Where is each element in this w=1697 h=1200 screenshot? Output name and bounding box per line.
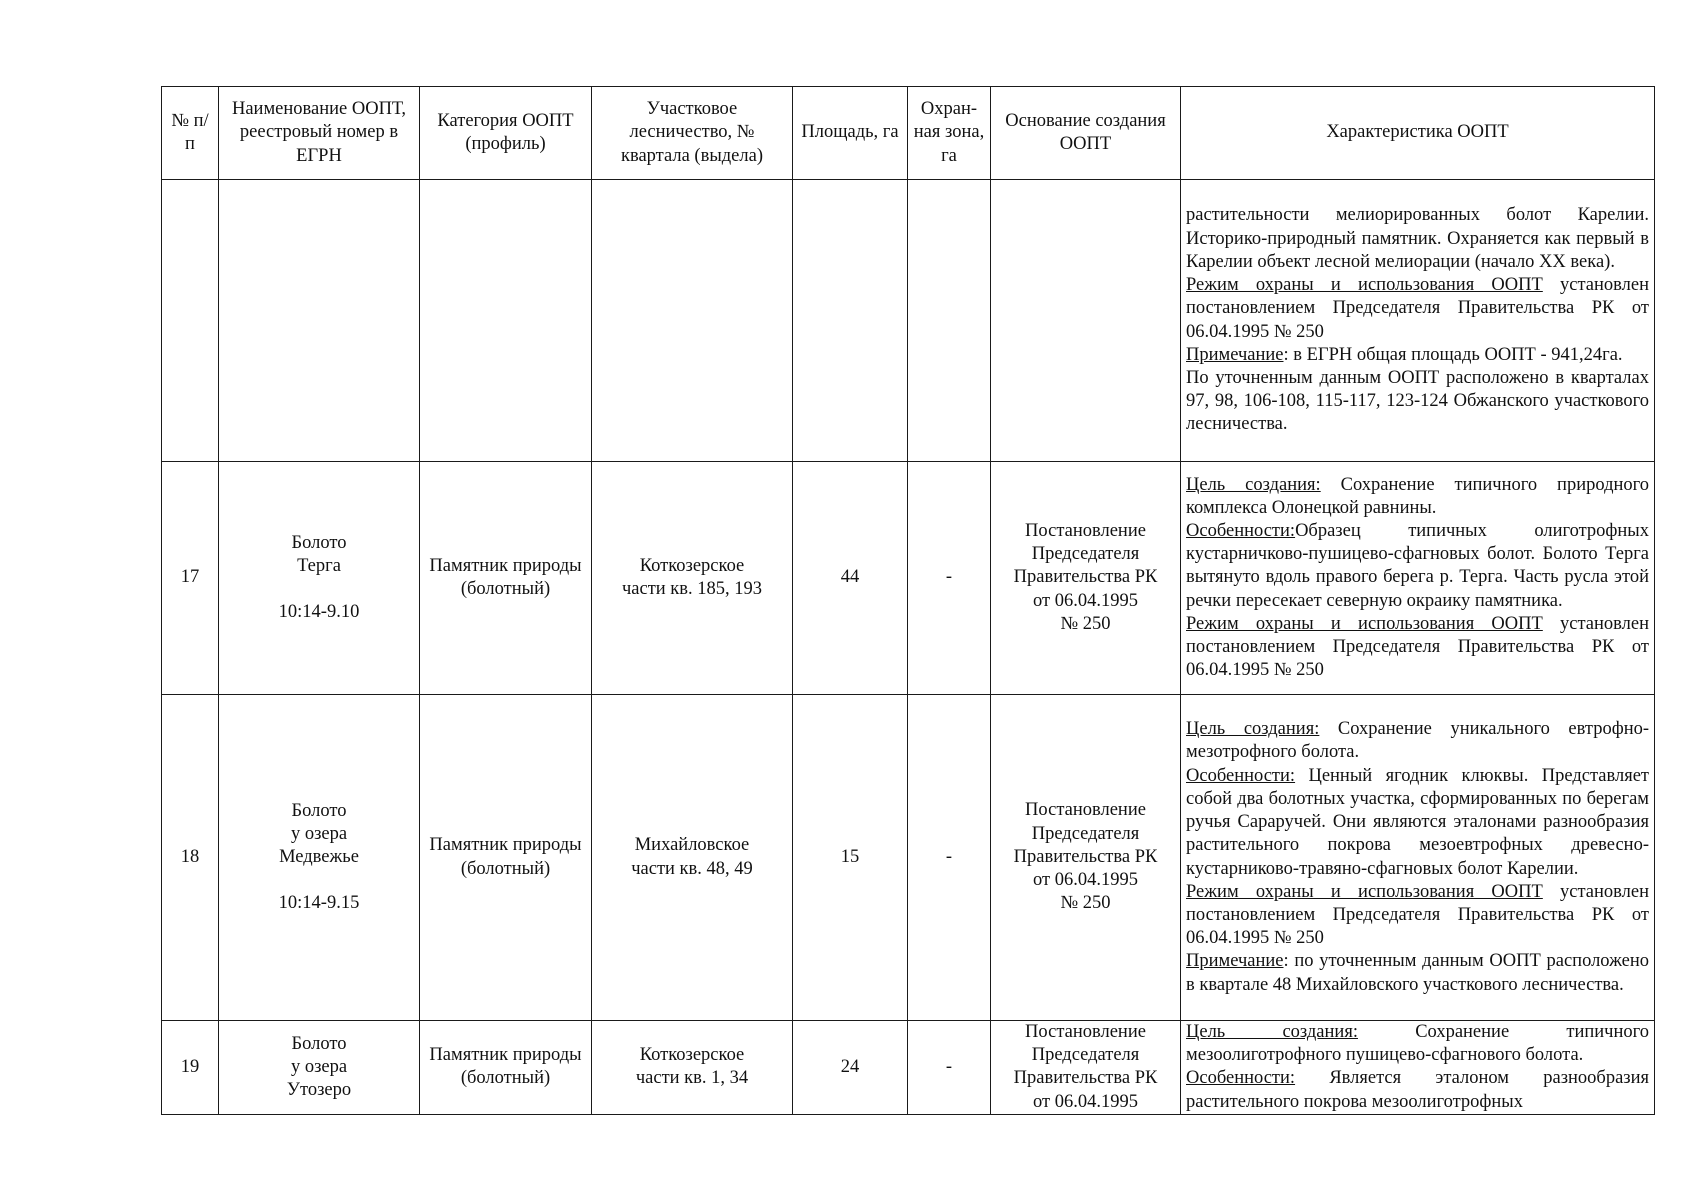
char-goal: [1186, 474, 1649, 520]
cell-area: 24: [793, 1021, 908, 1115]
cell-forestry: [592, 1021, 793, 1115]
header-no: № п/п: [162, 87, 219, 180]
char-text: По уточненным данным ООПТ расположено в кварталах 97, 98, 106-108, 115-117, 123-124 Обжанского участкового лесничества.: [1186, 367, 1649, 435]
goal-text: Сохранение уникального евтрофно-мезотрофного болота.: [1186, 719, 1649, 763]
cell-basis: [991, 1021, 1181, 1115]
name-line: Терга: [297, 555, 341, 576]
cell-basis: [991, 695, 1181, 1021]
basis-line: Постановление Председателя Правительства РК: [1013, 520, 1158, 588]
name-line: у озера: [290, 1056, 348, 1077]
char-regime: [1186, 274, 1649, 344]
cell-no: 19: [162, 1021, 219, 1115]
basis-line: от 06.04.1995: [1033, 1091, 1138, 1112]
cell-category: [420, 180, 592, 462]
note-text: : по уточненным данным ООПТ расположено в квартале 48 Михайловского участкового лесничества.: [1186, 951, 1649, 995]
cell-basis: [991, 462, 1181, 695]
cell-area: 15: [793, 695, 908, 1021]
cell-forestry: [592, 695, 793, 1021]
cell-no: 18: [162, 695, 219, 1021]
basis-line: от 06.04.1995: [1033, 870, 1138, 891]
forestry-name: Коткозерское: [639, 555, 745, 576]
spacer: [224, 578, 414, 601]
cell-no: 17: [162, 462, 219, 695]
cell-characteristic: [1181, 1021, 1655, 1115]
cell-forestry: [592, 462, 793, 695]
forestry-name: Михайловское: [634, 835, 750, 856]
char-note: [1186, 950, 1649, 996]
header-characteristic: Характеристика ООПТ: [1181, 87, 1655, 180]
header-zone: Охран-ная зона, га: [908, 87, 991, 180]
char-note: [1186, 344, 1649, 367]
features-text: Образец типичных олиготрофных кустарничково-пушицево-сфагновых болот. Болото Терга вытянуто вдоль правого берега р. Терга. Часть русла этой речки пересекает северную окраику памятника.: [1186, 520, 1649, 611]
forestry-quarters: части кв. 1, 34: [635, 1068, 749, 1089]
basis-line: от 06.04.1995: [1033, 590, 1138, 611]
table-row: [162, 1021, 1655, 1115]
goal-label: Цель создания:: [1186, 719, 1320, 740]
char-features: [1186, 520, 1649, 613]
cell-characteristic: [1181, 695, 1655, 1021]
table-row: [162, 695, 1655, 1021]
regime-text: установлен постановлением Председателя Правительства РК от 06.04.1995 № 250: [1186, 275, 1650, 342]
char-features: [1186, 1067, 1649, 1113]
basis-line: № 250: [1060, 893, 1111, 914]
char-goal: [1186, 1021, 1649, 1067]
features-label: Особенности:: [1186, 1068, 1296, 1089]
name-line: Утозеро: [286, 1080, 352, 1100]
char-regime: [1186, 881, 1649, 951]
table-row: [162, 462, 1655, 695]
regime-text: установлен постановлением Председателя Правительства РК от 06.04.1995 № 250: [1186, 881, 1650, 949]
cell-zone: -: [908, 1021, 991, 1115]
note-text: : в ЕГРН общая площадь ООПТ - 941,24га.: [1283, 344, 1623, 365]
basis-line: Постановление Председателя Правительства РК: [1013, 1022, 1158, 1089]
cell-forestry: [592, 180, 793, 462]
cell-basis: [991, 180, 1181, 462]
char-text: растительности мелиорированных болот Карелии. Историко-природный памятник. Охраняется как первый в Карелии объект лесной мелиорации (начало XX века).: [1186, 205, 1649, 272]
cell-characteristic: [1181, 462, 1655, 695]
goal-text: Сохранение типичного природного комплекса Олонецкой равнины.: [1186, 474, 1650, 518]
char-regime: [1186, 613, 1649, 683]
basis-line: № 250: [1060, 613, 1111, 634]
cell-category: Памятник природы (болотный): [420, 1021, 592, 1115]
regime-label: Режим охраны и использования ООПТ: [1186, 613, 1543, 634]
oopt-table: [161, 86, 1655, 1115]
regime-label: Режим охраны и использования ООПТ: [1186, 881, 1543, 902]
forestry-name: Коткозерское: [639, 1045, 745, 1066]
header-area: Площадь, га: [793, 87, 908, 180]
name-line: Болото: [291, 800, 347, 821]
features-text: Является эталоном разнообразия растительного покрова мезоолиготрофных: [1186, 1068, 1649, 1112]
name-line: Медвежье: [279, 847, 359, 867]
header-category: Категория ООПТ (профиль): [420, 87, 592, 180]
cell-category: Памятник природы (болотный): [420, 462, 592, 695]
features-label: Особенности:: [1186, 765, 1296, 786]
cell-name: [219, 180, 420, 462]
basis-line: Постановление Председателя Правительства РК: [1013, 800, 1158, 867]
goal-text: Сохранение типичного мезоолиготрофного пушицево-сфагнового болота.: [1186, 1022, 1649, 1066]
cell-zone: [908, 180, 991, 462]
char-goal: [1186, 718, 1649, 764]
header-basis: Основание создания ООПТ: [991, 87, 1181, 180]
cell-name: [219, 1021, 420, 1115]
registry-number: 10:14-9.15: [278, 893, 360, 914]
name-line: у озера: [290, 823, 348, 844]
goal-label: Цель создания:: [1186, 474, 1321, 495]
cell-zone: -: [908, 695, 991, 1021]
features-label: Особенности:: [1186, 520, 1296, 541]
regime-label: Режим охраны и использования ООПТ: [1186, 275, 1543, 296]
cell-category: Памятник природы (болотный): [420, 695, 592, 1021]
name-line: Болото: [291, 1033, 347, 1054]
regime-text: установлен постановлением Председателя Правительства РК от 06.04.1995 № 250: [1186, 613, 1650, 681]
cell-area: [793, 180, 908, 462]
char-features: [1186, 765, 1649, 881]
forestry-quarters: части кв. 48, 49: [631, 858, 753, 879]
table-header-row: [162, 87, 1655, 180]
forestry-quarters: части кв. 185, 193: [621, 579, 763, 599]
header-name: Наименование ООПТ, реестровый номер в ЕГРН: [219, 87, 420, 180]
features-text: Ценный ягодник клюквы. Представляет собой два болотных участка, сформированных по берегам ручья Сараручей. Они являются эталонами разнообразия растительного покрова мезоевтрофных древесно-кустарниково-травяно-сфагновых болот Карелии.: [1186, 765, 1649, 879]
goal-label: Цель создания:: [1186, 1022, 1358, 1042]
cell-area: 44: [793, 462, 908, 695]
table-row: [162, 180, 1655, 462]
name-line: Болото: [291, 532, 347, 553]
cell-no: [162, 180, 219, 462]
spacer: [224, 869, 414, 892]
cell-name: [219, 695, 420, 1021]
cell-characteristic: [1181, 180, 1655, 462]
header-forestry: Участковое лесничество, № квартала (выдела): [592, 87, 793, 180]
cell-zone: -: [908, 462, 991, 695]
registry-number: 10:14-9.10: [278, 602, 360, 623]
cell-name: [219, 462, 420, 695]
note-label: Примечание: [1186, 344, 1284, 365]
note-label: Примечание: [1186, 951, 1284, 972]
